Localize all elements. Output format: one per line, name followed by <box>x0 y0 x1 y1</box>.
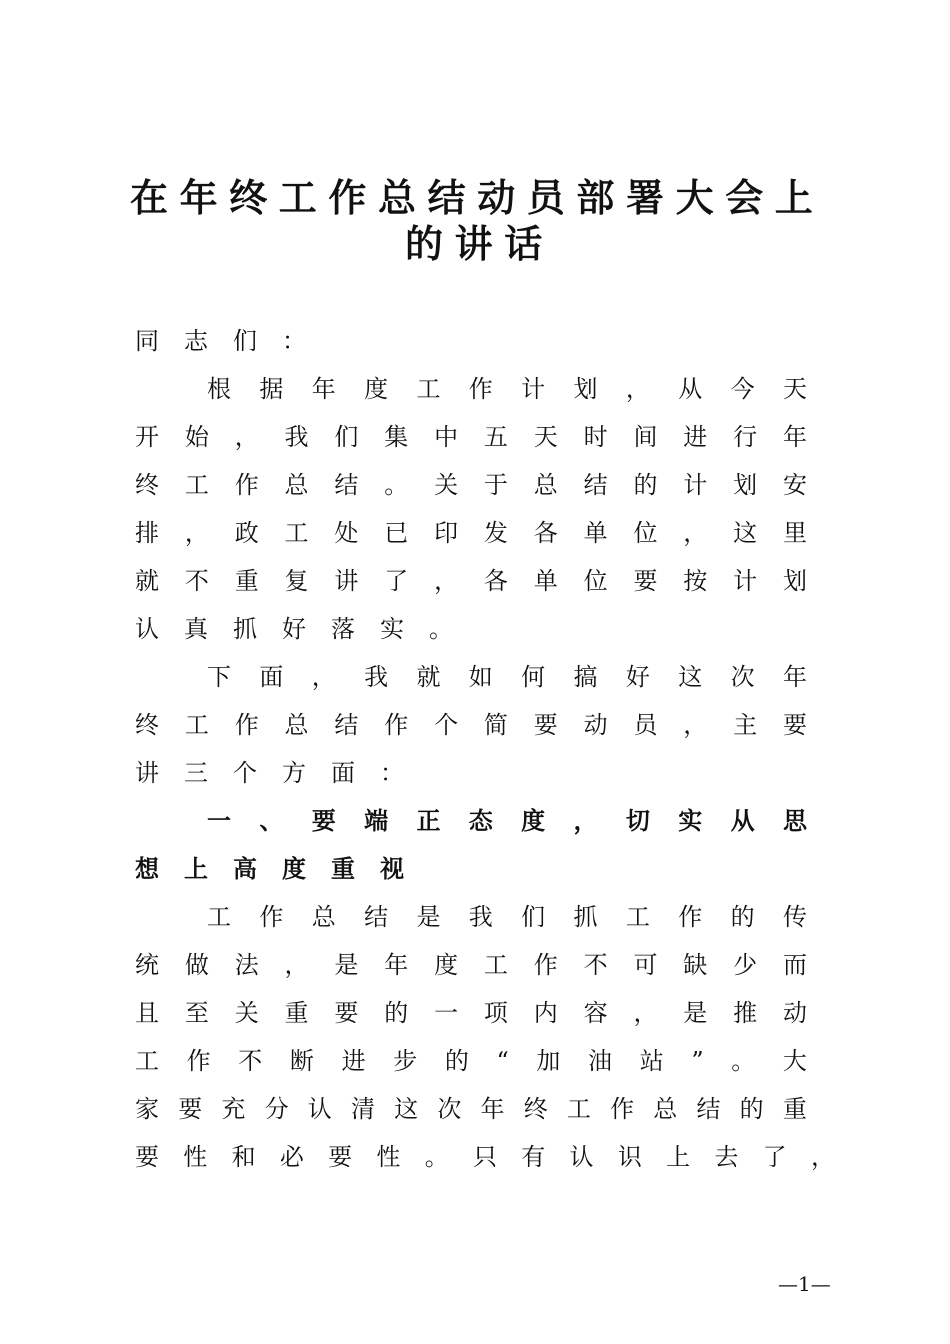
text-char: 。 <box>731 1047 756 1075</box>
paragraph-3-line-2 <box>135 948 807 982</box>
text-char: 。 <box>424 1143 449 1171</box>
text-char: 性 <box>183 1143 208 1171</box>
text-char: 就 <box>416 663 441 691</box>
text-char: 终 <box>135 711 159 739</box>
text-char: 的 <box>739 1095 764 1123</box>
text-char: 个 <box>233 759 257 787</box>
line-text <box>135 324 807 358</box>
paragraph-1-line-5 <box>135 564 807 598</box>
text-char: 已 <box>384 519 409 547</box>
line-text <box>135 612 807 646</box>
text-char: 识 <box>617 1143 642 1171</box>
text-char: 们 <box>233 327 257 355</box>
paragraph-3-line-1 <box>207 900 807 934</box>
text-char: 的 <box>384 999 409 1027</box>
text-char: 结 <box>696 1095 721 1123</box>
document-title-line-2: 的讲话 <box>405 221 554 266</box>
text-char: 清 <box>350 1095 375 1123</box>
text-char: 里 <box>782 519 807 547</box>
text-char: 排 <box>135 519 159 547</box>
text-char: 家 <box>135 1095 159 1123</box>
text-char: 年 <box>384 951 409 979</box>
text-char: 了 <box>384 567 409 595</box>
salutation <box>135 324 807 358</box>
paragraph-2-line-2 <box>135 708 807 742</box>
text-char: 总 <box>653 1095 678 1123</box>
text-char: 一 <box>207 807 231 835</box>
text-char: 实 <box>380 615 404 643</box>
line-text <box>135 948 807 982</box>
text-char: 作 <box>186 1047 211 1075</box>
text-char: 我 <box>364 663 389 691</box>
text-char: 作 <box>384 711 409 739</box>
line-text <box>135 996 807 1030</box>
text-char: 何 <box>521 663 546 691</box>
text-char: 是 <box>416 903 441 931</box>
text-char: 单 <box>583 519 608 547</box>
line-text <box>135 420 807 454</box>
text-char: 要 <box>311 807 336 835</box>
text-char: 作 <box>610 1095 635 1123</box>
text-char: 内 <box>533 999 558 1027</box>
text-char: 开 <box>135 423 159 451</box>
text-char: 关 <box>234 999 259 1027</box>
text-char: 行 <box>733 423 758 451</box>
text-char: 年 <box>782 423 807 451</box>
text-char: 项 <box>483 999 508 1027</box>
text-char: 讲 <box>334 567 359 595</box>
text-char: 上 <box>666 1143 691 1171</box>
text-char: 年 <box>311 375 336 403</box>
text-char: 计 <box>521 375 546 403</box>
text-char: 三 <box>184 759 208 787</box>
text-char: 度 <box>521 807 546 835</box>
text-char: 缺 <box>683 951 708 979</box>
paragraph-1-line-4 <box>135 516 807 550</box>
text-char: 好 <box>282 615 306 643</box>
text-char: ： <box>282 327 306 355</box>
text-char: 集 <box>384 423 409 451</box>
line-text <box>135 708 807 742</box>
text-char: 工 <box>135 1047 159 1075</box>
text-char: 工 <box>184 471 209 499</box>
text-char: 有 <box>521 1143 546 1171</box>
text-char: 进 <box>341 1047 366 1075</box>
paragraph-3-line-5 <box>135 1092 807 1126</box>
line-text <box>207 372 807 406</box>
text-char: ， <box>184 519 209 547</box>
text-char: 的 <box>444 1047 469 1075</box>
text-char: 推 <box>733 999 758 1027</box>
line-text <box>135 1140 835 1174</box>
text-char: 次 <box>730 663 755 691</box>
text-char: 讲 <box>135 759 159 787</box>
text-char: 作 <box>468 375 493 403</box>
text-char: 做 <box>184 951 209 979</box>
text-char: 划 <box>733 471 758 499</box>
text-char: 要 <box>328 1143 353 1171</box>
paragraph-1-line-1 <box>207 372 807 406</box>
text-char: ， <box>810 1143 835 1171</box>
text-char: 作 <box>678 903 703 931</box>
text-char: 这 <box>394 1095 419 1123</box>
paragraph-3-line-4 <box>135 1044 807 1078</box>
paragraph-1-line-3 <box>135 468 807 502</box>
text-char: 划 <box>782 567 807 595</box>
text-char: 志 <box>184 327 208 355</box>
text-char: 结 <box>364 903 389 931</box>
text-char: 重 <box>284 999 309 1027</box>
text-char: 五 <box>483 423 508 451</box>
text-char: 年 <box>782 663 807 691</box>
text-char: 动 <box>583 711 608 739</box>
paragraph-3-line-3 <box>135 996 807 1030</box>
text-char: 工 <box>184 711 209 739</box>
text-char: 认 <box>569 1143 594 1171</box>
paragraph-2-line-1 <box>207 660 807 694</box>
text-char: 中 <box>434 423 459 451</box>
text-char: 发 <box>483 519 508 547</box>
text-char: 要 <box>135 1143 159 1171</box>
text-char: 切 <box>625 807 650 835</box>
text-char: 我 <box>468 903 493 931</box>
text-char: 各 <box>533 519 558 547</box>
page-number: —1— <box>778 1272 831 1296</box>
text-char: 不 <box>238 1047 263 1075</box>
text-char: 主 <box>733 711 758 739</box>
text-char: ， <box>683 711 708 739</box>
text-char: 结 <box>334 711 359 739</box>
text-char: 始 <box>184 423 209 451</box>
text-char: 只 <box>472 1143 497 1171</box>
text-char: 高 <box>233 855 257 883</box>
text-char: 工 <box>416 375 441 403</box>
line-text <box>135 468 807 502</box>
text-char: 了 <box>762 1143 787 1171</box>
text-char: 的 <box>633 471 658 499</box>
line-text <box>135 516 807 550</box>
text-char: 如 <box>468 663 493 691</box>
text-char: 下 <box>207 663 231 691</box>
text-char: 落 <box>331 615 355 643</box>
text-char: 们 <box>334 423 359 451</box>
text-char: 终 <box>135 471 159 499</box>
text-char: 员 <box>633 711 658 739</box>
text-char: 断 <box>289 1047 314 1075</box>
text-char: 划 <box>573 375 598 403</box>
text-char: 单 <box>533 567 558 595</box>
text-char: 认 <box>135 615 159 643</box>
text-char: 视 <box>380 855 404 883</box>
text-char: 法 <box>234 951 259 979</box>
text-char: 。 <box>429 615 453 643</box>
text-char: 工 <box>483 951 508 979</box>
text-char: 去 <box>714 1143 739 1171</box>
text-char: 。 <box>384 471 409 499</box>
text-char: 动 <box>782 999 807 1027</box>
text-char: 的 <box>730 903 755 931</box>
paragraph-1-line-2 <box>135 420 807 454</box>
text-char: 端 <box>364 807 389 835</box>
text-char: 处 <box>334 519 359 547</box>
text-char: 重 <box>331 855 355 883</box>
text-char: 重 <box>234 567 259 595</box>
text-char: 面 <box>259 663 284 691</box>
text-char: 、 <box>259 807 284 835</box>
text-char: 是 <box>683 999 708 1027</box>
text-char: 总 <box>284 711 309 739</box>
text-char: 度 <box>434 951 459 979</box>
text-char: 工 <box>566 1095 591 1123</box>
text-char: 必 <box>279 1143 304 1171</box>
text-char: 工 <box>207 903 231 931</box>
text-char: 根 <box>207 375 231 403</box>
line-text <box>135 1044 807 1078</box>
text-char: 天 <box>533 423 558 451</box>
text-char: 总 <box>311 903 336 931</box>
text-char: 工 <box>625 903 650 931</box>
section-heading-line-1 <box>207 804 807 838</box>
text-char: 少 <box>733 951 758 979</box>
text-char: 间 <box>633 423 658 451</box>
text-char: 大 <box>782 1047 807 1075</box>
line-text <box>135 852 807 886</box>
text-char: 关 <box>434 471 459 499</box>
text-char: 次 <box>437 1095 462 1123</box>
text-char: 度 <box>282 855 306 883</box>
text-char: 和 <box>231 1143 256 1171</box>
text-char: 抓 <box>233 615 257 643</box>
text-char: 站 <box>639 1047 664 1075</box>
text-char: ： <box>380 759 404 787</box>
text-char: 结 <box>583 471 608 499</box>
text-char: ， <box>683 519 708 547</box>
line-text <box>207 660 807 694</box>
text-char: 上 <box>184 855 208 883</box>
text-char: 安 <box>782 471 807 499</box>
text-char: 加 <box>536 1047 561 1075</box>
text-char: ， <box>311 663 336 691</box>
text-char: 终 <box>523 1095 548 1123</box>
text-char: 进 <box>683 423 708 451</box>
text-char: 要 <box>533 711 558 739</box>
text-char: 按 <box>683 567 708 595</box>
text-char: 性 <box>376 1143 401 1171</box>
text-char: 搞 <box>573 663 598 691</box>
text-char: 正 <box>416 807 441 835</box>
text-char: ， <box>633 999 658 1027</box>
text-char: ” <box>691 1047 704 1075</box>
text-char: 从 <box>678 375 703 403</box>
text-char: 统 <box>135 951 159 979</box>
text-char: 从 <box>730 807 755 835</box>
line-text <box>135 564 807 598</box>
text-char: 这 <box>733 519 758 547</box>
text-char: 年 <box>480 1095 505 1123</box>
text-char: ， <box>234 423 259 451</box>
text-char: ， <box>284 951 309 979</box>
text-char: 而 <box>782 951 807 979</box>
text-char: 总 <box>533 471 558 499</box>
text-char: 今 <box>730 375 755 403</box>
text-char: 简 <box>483 711 508 739</box>
text-char: 这 <box>678 663 703 691</box>
text-char: 认 <box>307 1095 332 1123</box>
text-char: 天 <box>782 375 807 403</box>
text-char: 要 <box>633 567 658 595</box>
line-text <box>207 900 807 934</box>
line-text <box>135 756 807 790</box>
text-char: 重 <box>782 1095 807 1123</box>
text-char: 分 <box>264 1095 289 1123</box>
text-char: ， <box>625 375 650 403</box>
text-char: 据 <box>259 375 284 403</box>
text-char: 不 <box>583 951 608 979</box>
text-char: 油 <box>588 1047 613 1075</box>
line-text <box>135 1092 807 1126</box>
text-char: 且 <box>135 999 159 1027</box>
text-char: 们 <box>521 903 546 931</box>
section-heading-line-2 <box>135 852 807 886</box>
text-char: ， <box>434 567 459 595</box>
text-char: 是 <box>334 951 359 979</box>
document-title-line-1: 在年终工作总结动员部署大会上 <box>130 175 825 220</box>
text-char: 好 <box>625 663 650 691</box>
text-char: 个 <box>434 711 459 739</box>
paragraph-2-line-3 <box>135 756 807 790</box>
text-char: ， <box>573 807 598 835</box>
text-char: 复 <box>284 567 309 595</box>
text-char: 于 <box>483 471 508 499</box>
text-char: 时 <box>583 423 608 451</box>
text-char: 传 <box>782 903 807 931</box>
text-char: 态 <box>468 807 493 835</box>
text-char: 真 <box>184 615 208 643</box>
text-char: 总 <box>284 471 309 499</box>
text-char: 想 <box>135 855 159 883</box>
text-char: 充 <box>221 1095 246 1123</box>
text-char: 思 <box>782 807 807 835</box>
line-text <box>207 804 807 838</box>
paragraph-1-line-6 <box>135 612 807 646</box>
text-char: 实 <box>678 807 703 835</box>
text-char: 工 <box>284 519 309 547</box>
text-char: 作 <box>234 711 259 739</box>
text-char: 作 <box>259 903 284 931</box>
text-char: 面 <box>331 759 355 787</box>
text-char: 就 <box>135 567 159 595</box>
text-char: 容 <box>583 999 608 1027</box>
text-char: 度 <box>364 375 389 403</box>
text-char: 我 <box>284 423 309 451</box>
text-char: 要 <box>178 1095 203 1123</box>
text-char: 一 <box>434 999 459 1027</box>
text-char: 要 <box>334 999 359 1027</box>
text-char: 位 <box>583 567 608 595</box>
text-char: 要 <box>782 711 807 739</box>
text-char: 同 <box>135 327 159 355</box>
text-char: 计 <box>733 567 758 595</box>
text-char: 作 <box>533 951 558 979</box>
paragraph-3-line-6 <box>135 1140 835 1174</box>
text-char: 步 <box>393 1047 418 1075</box>
text-char: 不 <box>184 567 209 595</box>
text-char: 方 <box>282 759 306 787</box>
text-char: 各 <box>483 567 508 595</box>
text-char: “ <box>496 1047 509 1075</box>
text-char: 至 <box>184 999 209 1027</box>
text-char: 政 <box>234 519 259 547</box>
text-char: 印 <box>434 519 459 547</box>
text-char: 可 <box>633 951 658 979</box>
text-char: 位 <box>633 519 658 547</box>
text-char: 计 <box>683 471 708 499</box>
text-char: 结 <box>334 471 359 499</box>
text-char: 抓 <box>573 903 598 931</box>
text-char: 作 <box>234 471 259 499</box>
